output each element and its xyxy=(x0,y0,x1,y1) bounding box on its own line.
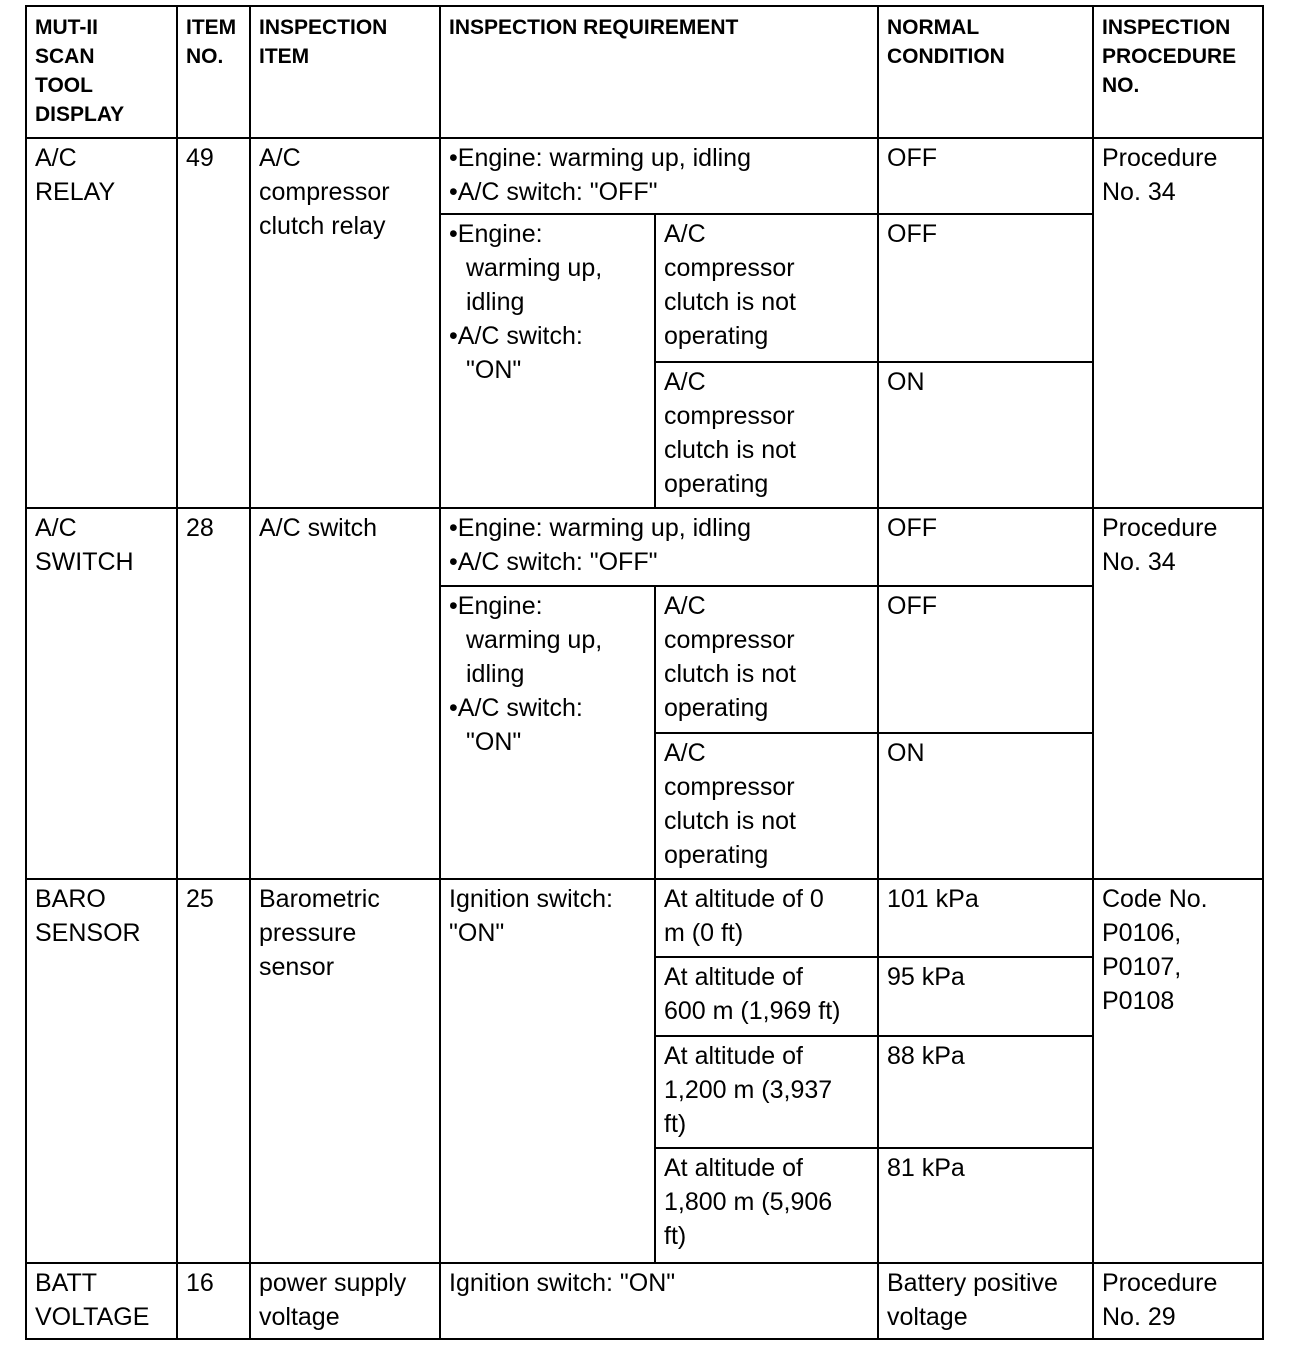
requirement-cell: Ignition switch: "ON" xyxy=(440,879,655,1263)
requirement-cell xyxy=(440,138,878,214)
item-no-cell: 49 xyxy=(177,138,250,508)
normal-cell: 101 kPa xyxy=(878,879,1093,957)
table-row xyxy=(26,138,1263,214)
bullet: • Engine: warming up, idling xyxy=(449,141,870,175)
requirement-cell xyxy=(440,586,655,879)
item-cell: A/C compressor clutch relay xyxy=(250,138,440,508)
condition-cell: At altitude of 1,200 m (3,937 ft) xyxy=(655,1036,878,1148)
item-cell: A/C switch xyxy=(250,508,440,879)
requirement-cell xyxy=(440,508,878,586)
item-cell: Barometric pressure sensor xyxy=(250,879,440,1263)
procedure-cell: Procedure No. 34 xyxy=(1093,138,1263,508)
header-display: MUT-II SCAN TOOL DISPLAY xyxy=(26,6,177,138)
normal-cell: ON xyxy=(878,362,1093,508)
condition-cell: At altitude of 0 m (0 ft) xyxy=(655,879,878,957)
header-procedure: INSPECTION PROCEDURE NO. xyxy=(1093,6,1263,138)
condition-cell: A/C compressor clutch is not operating xyxy=(655,214,878,362)
normal-cell: Battery positive voltage xyxy=(878,1263,1093,1339)
table-row xyxy=(26,508,1263,586)
inspection-table xyxy=(25,5,1264,1340)
procedure-cell: Code No. P0106, P0107, P0108 xyxy=(1093,879,1263,1263)
normal-cell: ON xyxy=(878,733,1093,879)
item-cell: power supply voltage xyxy=(250,1263,440,1339)
normal-cell: 88 kPa xyxy=(878,1036,1093,1148)
bullet: • Engine: warming up, idling xyxy=(449,589,647,691)
requirement-cell: Ignition switch: "ON" xyxy=(440,1263,878,1339)
normal-cell: OFF xyxy=(878,586,1093,733)
item-no-cell: 25 xyxy=(177,879,250,1263)
procedure-cell: Procedure No. 34 xyxy=(1093,508,1263,879)
condition-cell: A/C compressor clutch is not operating xyxy=(655,586,878,733)
item-no-cell: 16 xyxy=(177,1263,250,1339)
table-row xyxy=(26,879,1263,957)
normal-cell: OFF xyxy=(878,508,1093,586)
bullet: • Engine: warming up, idling xyxy=(449,217,647,319)
header-row xyxy=(26,6,1263,138)
bullet: • A/C switch: "OFF" xyxy=(449,545,870,579)
header-inspection-item: INSPECTION ITEM xyxy=(250,6,440,138)
bullet: • Engine: warming up, idling xyxy=(449,511,870,545)
table-row xyxy=(26,1263,1263,1339)
item-no-cell: 28 xyxy=(177,508,250,879)
normal-cell: 95 kPa xyxy=(878,957,1093,1036)
display-cell: BARO SENSOR xyxy=(26,879,177,1263)
condition-cell: A/C compressor clutch is not operating xyxy=(655,362,878,508)
bullet: • A/C switch: "ON" xyxy=(449,319,647,387)
header-normal: NORMAL CONDITION xyxy=(878,6,1093,138)
condition-cell: A/C compressor clutch is not operating xyxy=(655,733,878,879)
normal-cell: 81 kPa xyxy=(878,1148,1093,1263)
condition-cell: At altitude of 600 m (1,969 ft) xyxy=(655,957,878,1036)
requirement-cell xyxy=(440,214,655,508)
header-item-no: ITEM NO. xyxy=(177,6,250,138)
normal-cell: OFF xyxy=(878,138,1093,214)
bullet: • A/C switch: "OFF" xyxy=(449,175,870,209)
display-cell: BATT VOLTAGE xyxy=(26,1263,177,1339)
display-cell: A/C RELAY xyxy=(26,138,177,508)
bullet: • A/C switch: "ON" xyxy=(449,691,647,759)
display-cell: A/C SWITCH xyxy=(26,508,177,879)
normal-cell: OFF xyxy=(878,214,1093,362)
header-requirement: INSPECTION REQUIREMENT xyxy=(440,6,878,138)
procedure-cell: Procedure No. 29 xyxy=(1093,1263,1263,1339)
condition-cell: At altitude of 1,800 m (5,906 ft) xyxy=(655,1148,878,1263)
